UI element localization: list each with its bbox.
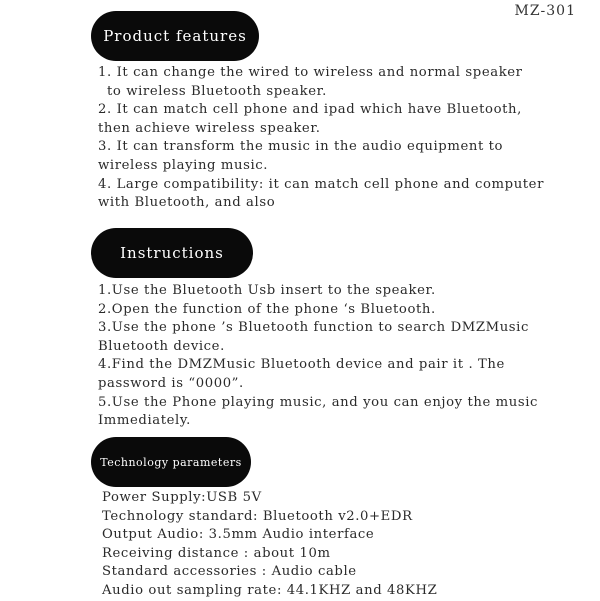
parameter-line: Power Supply:USB 5V [102, 490, 262, 505]
feature-line: to wireless Bluetooth speaker. [107, 83, 327, 99]
technology-parameters-title: Technology parameters [100, 455, 242, 469]
instruction-line: Immediately. [98, 413, 191, 429]
instruction-line: 1.Use the Bluetooth Usb insert to the speaker. [98, 283, 436, 298]
instruction-line: 2.Open the function of the phone ‘s Bluetooth. [98, 301, 436, 317]
technology-parameters-heading [91, 437, 251, 487]
instruction-line: 5.Use the Phone playing music, and you can enjoy the music [98, 394, 539, 410]
feature-line: with Bluetooth, and also [98, 195, 276, 211]
parameter-line: Audio out sampling rate: 44.1KHZ and 48KHZ [102, 582, 438, 598]
product-features-list [98, 64, 578, 213]
instructions-list [98, 282, 578, 431]
feature-line: then achieve wireless speaker. [98, 120, 321, 136]
instruction-line: password is “0000”. [98, 375, 244, 391]
feature-line: 3. It can transform the music in the audio equipment to [98, 139, 504, 155]
technology-parameters-list [102, 489, 582, 601]
product-features-heading [91, 11, 259, 61]
feature-line: 1. It can change the wired to wireless and normal speaker [98, 65, 523, 80]
model-number: MZ-301 [514, 3, 576, 19]
instruction-line: 3.Use the phone ’s Bluetooth function to search DMZMusic [98, 320, 529, 336]
parameter-line: Output Audio: 3.5mm Audio interface [102, 527, 375, 543]
feature-line: 2. It can match cell phone and ipad which have Bluetooth, [98, 102, 522, 118]
parameter-line: Receiving distance : about 10m [102, 545, 331, 561]
feature-line: 4. Large compatibility: it can match cell phone and computer [98, 176, 544, 192]
parameter-line: Technology standard: Bluetooth v2.0+EDR [102, 508, 413, 524]
instruction-line: Bluetooth device. [98, 338, 225, 354]
instructions-title: Instructions [120, 244, 224, 262]
parameter-line: Standard accessories : Audio cable [102, 564, 357, 580]
instructions-heading [91, 228, 253, 278]
instruction-line: 4.Find the DMZMusic Bluetooth device and pair it . The [98, 357, 505, 373]
feature-line: wireless playing music. [98, 157, 269, 173]
product-features-title: Product features [103, 27, 247, 45]
